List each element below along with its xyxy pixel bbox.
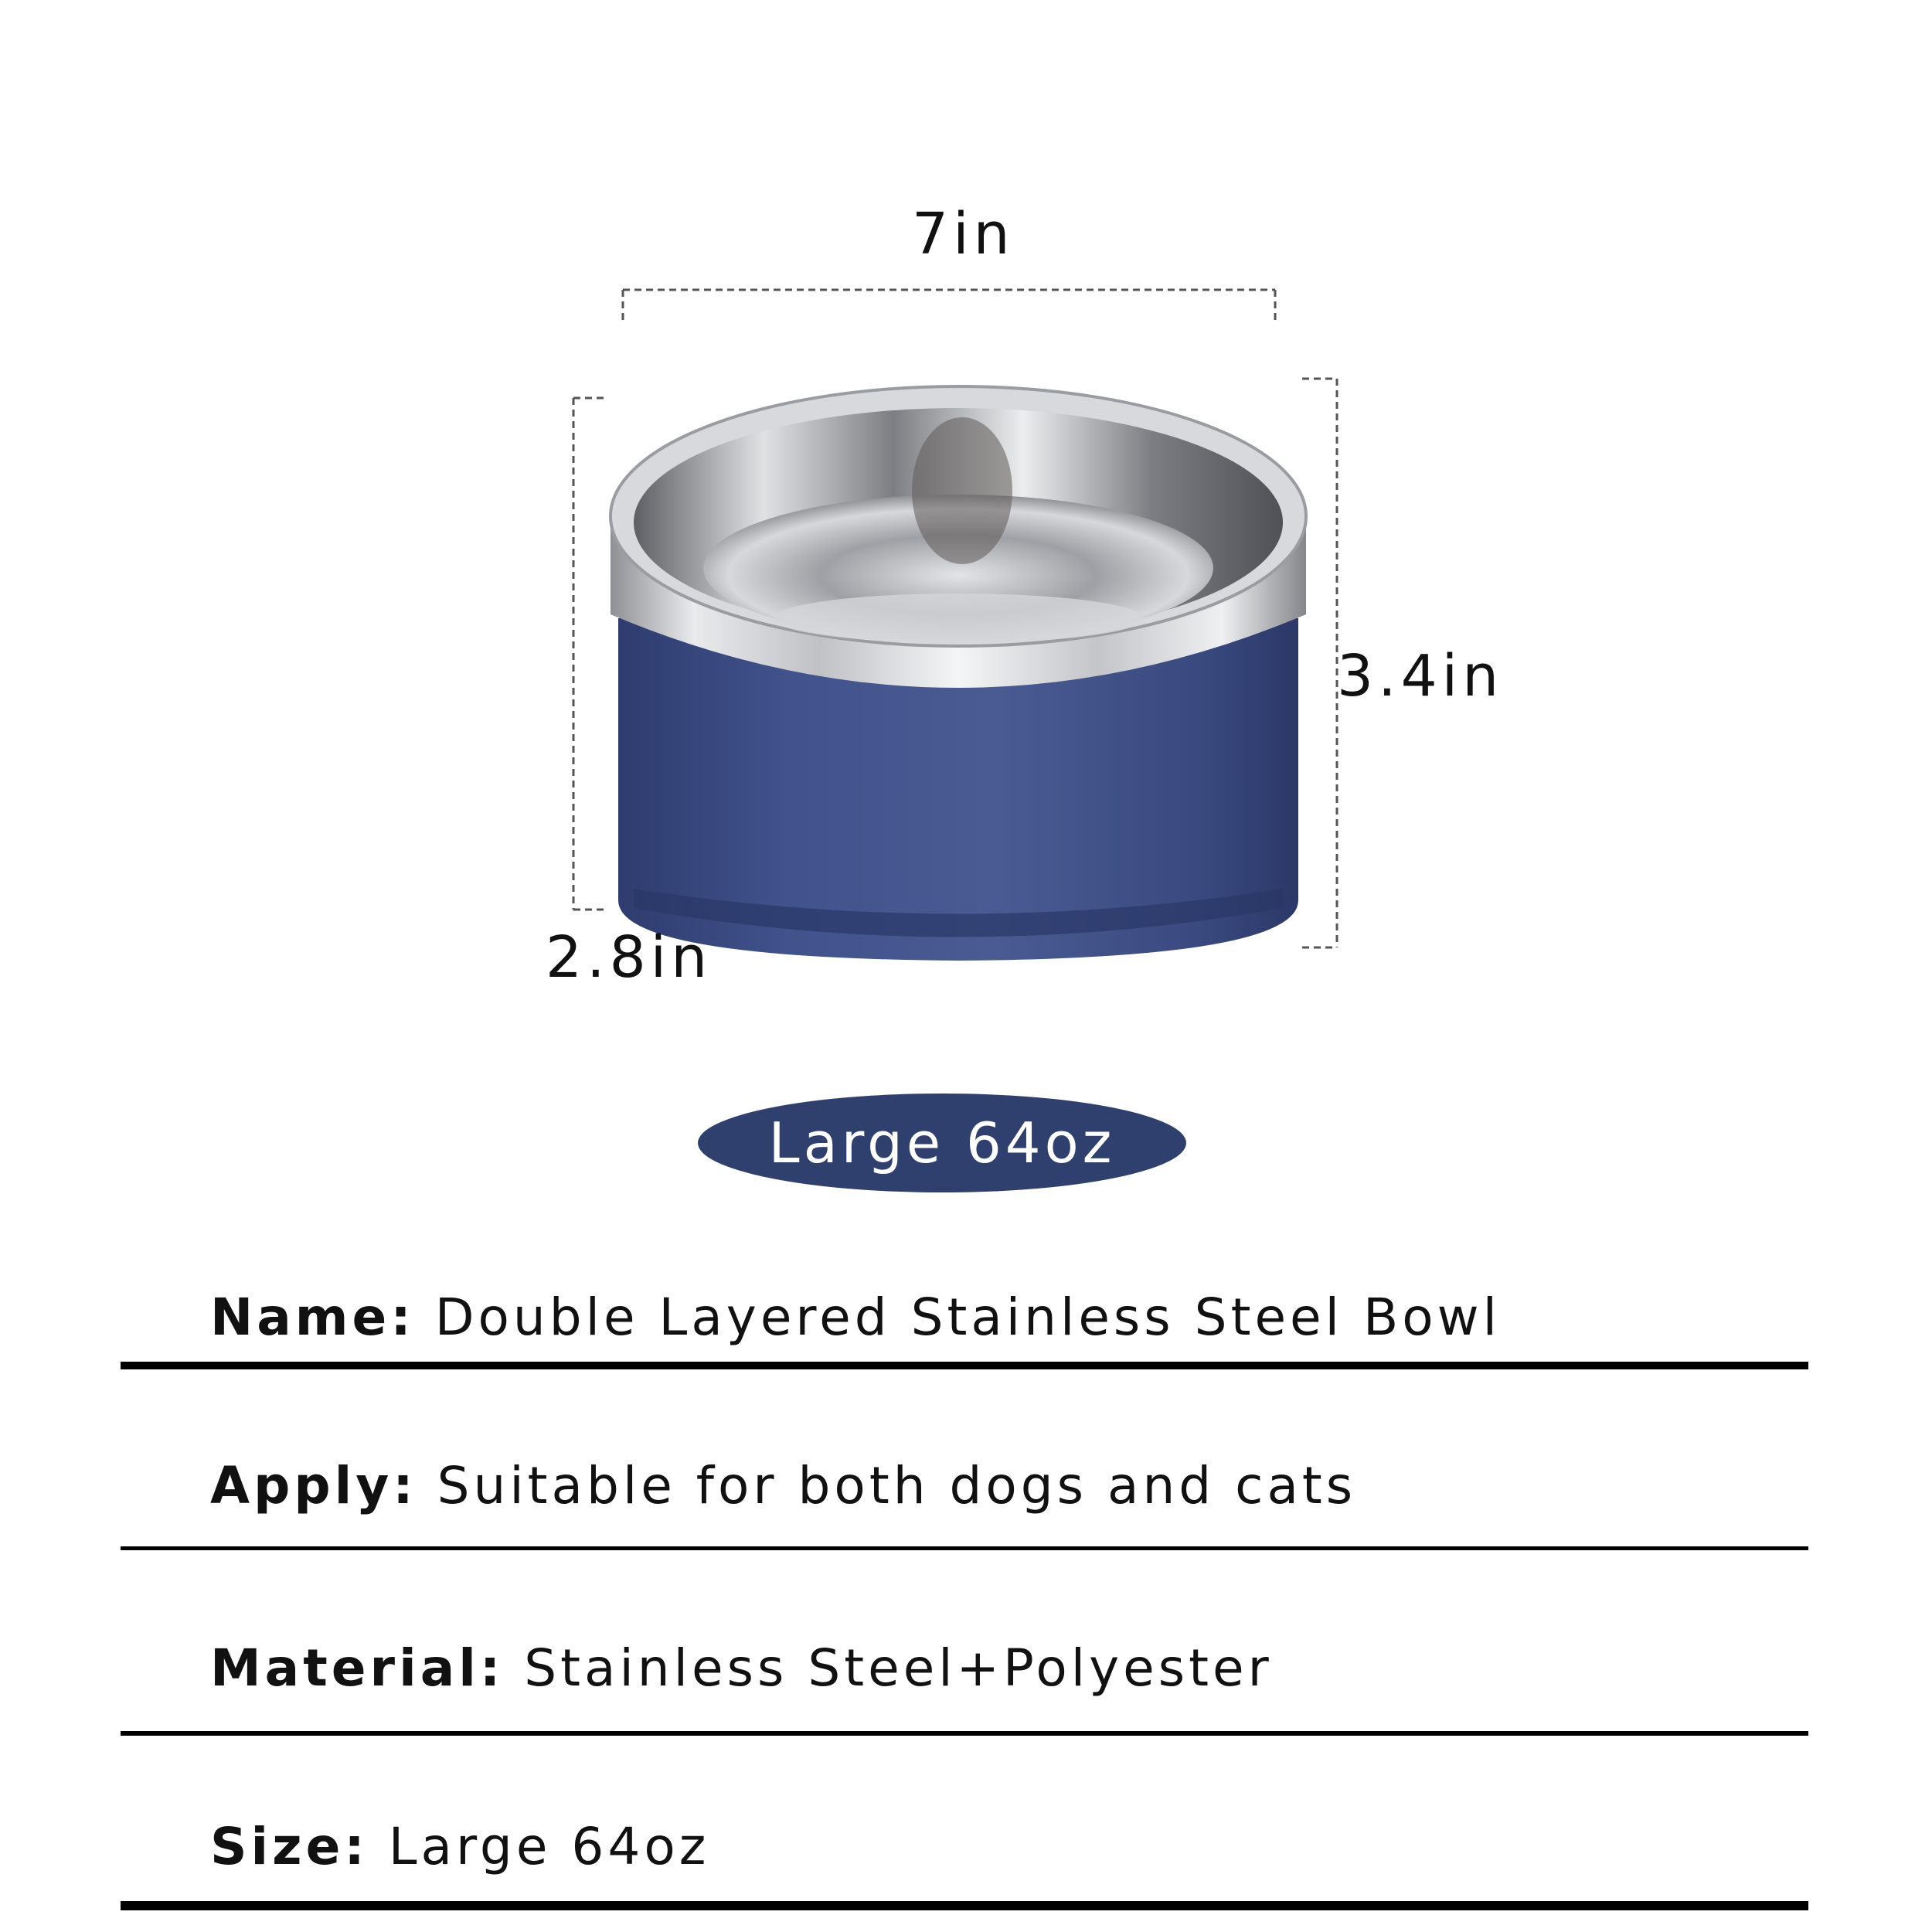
spec-colon: : bbox=[393, 1456, 417, 1515]
size-badge bbox=[698, 1094, 1186, 1192]
spec-row-material bbox=[210, 1638, 1273, 1698]
spec-row-size bbox=[210, 1817, 710, 1876]
spec-value: Stainless Steel+Polyester bbox=[524, 1638, 1273, 1698]
spec-colon: : bbox=[344, 1817, 369, 1876]
spec-row-apply bbox=[210, 1456, 1357, 1515]
bowl-reflection bbox=[912, 417, 1012, 564]
outer-height-label: 3.4in bbox=[1337, 643, 1504, 709]
outer-height-guide bbox=[1302, 379, 1337, 947]
inner-height-label: 2.8in bbox=[546, 924, 713, 991]
spec-row-name bbox=[210, 1287, 1501, 1347]
spec-key: Size bbox=[210, 1817, 345, 1876]
divider bbox=[121, 1362, 1808, 1369]
spec-key: Name bbox=[210, 1287, 391, 1347]
width-label: 7in bbox=[912, 201, 1015, 267]
spec-colon: : bbox=[479, 1638, 505, 1698]
width-guide bbox=[623, 290, 1275, 323]
spec-value: Large 64oz bbox=[388, 1817, 710, 1876]
spec-value: Double Layered Stainless Steel Bowl bbox=[434, 1287, 1501, 1347]
divider bbox=[121, 1901, 1808, 1910]
spec-colon: : bbox=[390, 1287, 415, 1347]
spec-key: Apply bbox=[210, 1456, 393, 1515]
divider bbox=[121, 1731, 1808, 1736]
bowl-inner-highlight bbox=[773, 594, 1144, 643]
inner-height-guide bbox=[573, 398, 608, 910]
divider bbox=[121, 1546, 1808, 1550]
spec-value: Suitable for both dogs and cats bbox=[437, 1456, 1357, 1515]
spec-key: Material bbox=[210, 1638, 480, 1698]
size-badge-label: Large 64oz bbox=[768, 1111, 1116, 1175]
